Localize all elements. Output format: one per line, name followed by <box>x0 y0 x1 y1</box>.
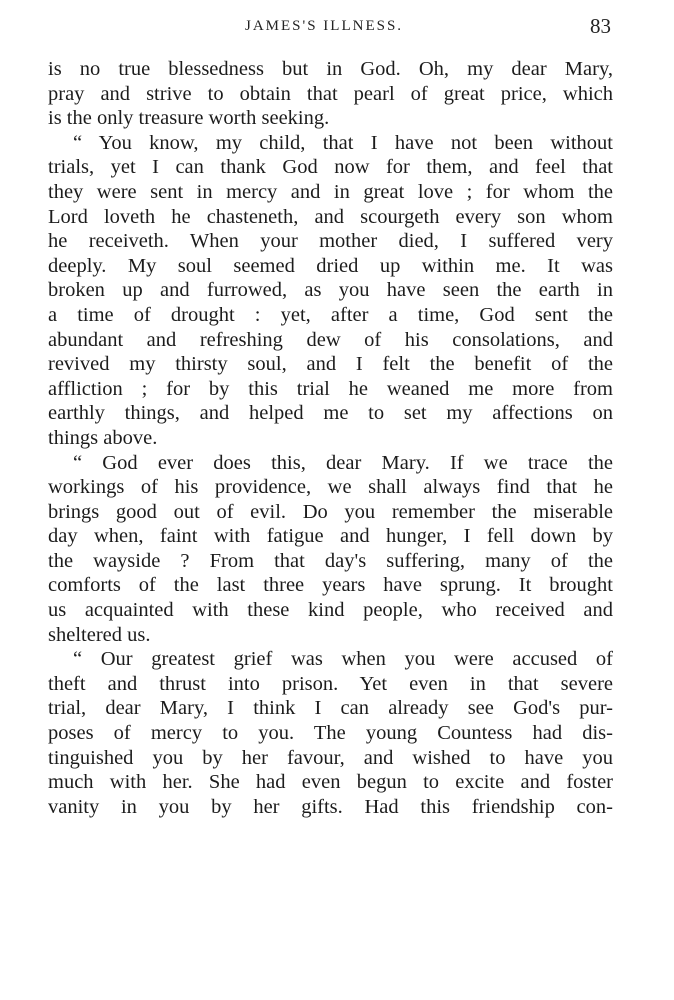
text-line: sheltered us. <box>48 623 151 646</box>
text-line: the wayside ? From that day's suffering, many of the <box>48 549 613 572</box>
text-line: much with her. She had even begun to excite and foster <box>48 771 613 794</box>
text-line: is the only treasure worth seeking. <box>48 107 330 130</box>
text-line: comforts of the last three years have sprung. It brought <box>48 574 613 597</box>
running-title: JAMES'S ILLNESS. <box>245 18 404 34</box>
body-text <box>48 57 613 819</box>
text-line: broken up and furrowed, as you have seen the earth in <box>48 279 613 302</box>
text-line: vanity in you by her gifts. Had this friendship con- <box>48 795 613 818</box>
text-line: brings good out of evil. Do you remember the miserable <box>48 500 613 523</box>
text-line: trial, dear Mary, I think I can already see God's pur- <box>48 697 613 720</box>
text-line: tinguished you by her favour, and wished to have you <box>48 746 613 769</box>
text-line: poses of mercy to you. The young Countess had dis- <box>48 722 613 745</box>
paragraph-4 <box>48 647 613 819</box>
text-line: day when, faint with fatigue and hunger, I fell down by <box>48 525 613 548</box>
paragraph-3 <box>48 451 613 648</box>
text-line: is no true blessedness but in God. Oh, my dear Mary, <box>48 58 613 80</box>
text-line: things above. <box>48 426 158 449</box>
text-line: theft and thrust into prison. Yet even in that severe <box>48 672 613 695</box>
text-line: affliction ; for by this trial he weaned me more from <box>48 377 613 400</box>
text-line: “ Our greatest grief was when you were accused of <box>73 648 613 671</box>
paragraph-2 <box>48 131 613 451</box>
text-line: “ God ever does this, dear Mary. If we trace the <box>73 451 613 474</box>
text-line: “ You know, my child, that I have not been without <box>73 131 613 154</box>
text-line: trials, yet I can thank God now for them, and feel that <box>48 156 613 179</box>
text-line: Lord loveth he chasteneth, and scourgeth every son whom <box>48 205 613 228</box>
text-line: he receiveth. When your mother died, I suffered very <box>48 230 613 253</box>
text-line: workings of his providence, we shall always find that he <box>48 476 613 499</box>
paragraph-1 <box>48 57 613 131</box>
text-line: earthly things, and helped me to set my affections on <box>48 402 613 425</box>
text-line: abundant and refreshing dew of his consolations, and <box>48 328 613 351</box>
text-line: a time of drought : yet, after a time, God sent the <box>48 303 613 326</box>
text-line: revived my thirsty soul, and I felt the benefit of the <box>48 353 613 376</box>
text-line: deeply. My soul seemed dried up within me. It was <box>48 254 613 277</box>
text-line: pray and strive to obtain that pearl of great price, which <box>48 82 613 105</box>
page-number: 83 <box>590 14 611 38</box>
text-line: they were sent in mercy and in great love ; for whom the <box>48 180 613 203</box>
text-line: us acquainted with these kind people, who received and <box>48 599 613 622</box>
